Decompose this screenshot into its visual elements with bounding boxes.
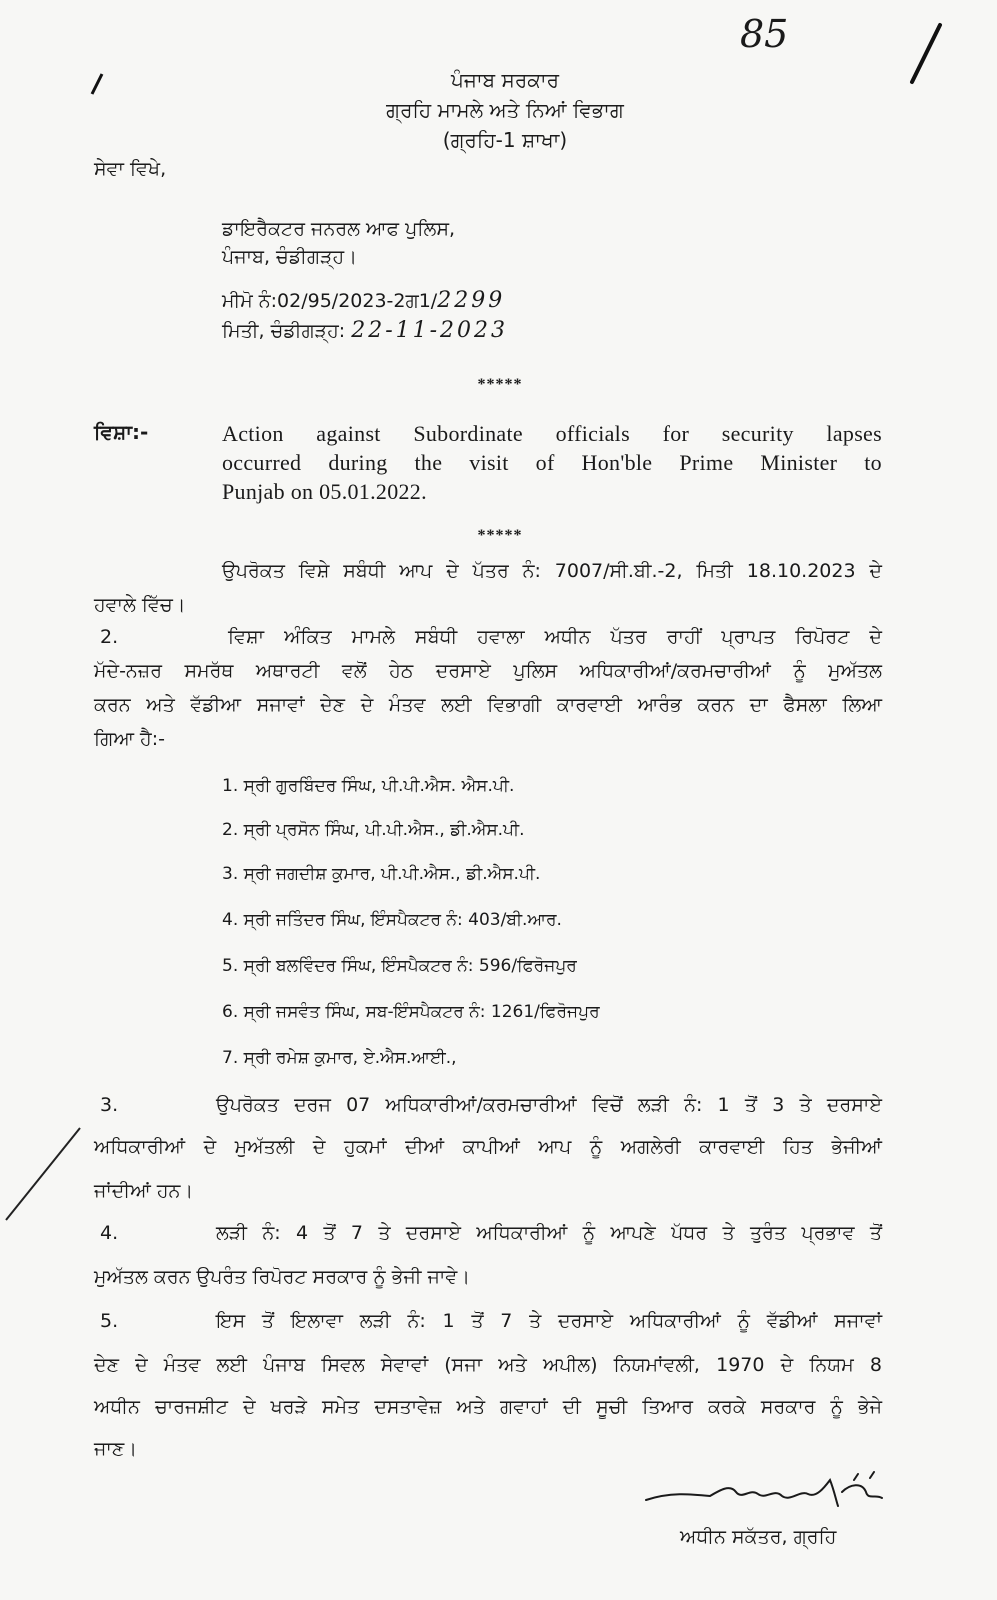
para3-line1: ਉਪਰੋਕਤ ਦਰਜ 07 ਅਧਿਕਾਰੀਆਂ/ਕਰਮਚਾਰੀਆਂ ਵਿਚੋਂ ਲੜੀ ਨੰ: 1 ਤੋਂ 3 ਤੇ ਦਰਸਾਏ: [216, 1094, 882, 1116]
para5-line3: ਅਧੀਨ ਚਾਰਜਸ਼ੀਟ ਦੇ ਖਰੜੇ ਸਮੇਤ ਦਸਤਾਵੇਜ਼ ਅਤੇ ਗਵਾਹਾਂ ਦੀ ਸੂਚੀ ਤਿਆਰ ਕਰਕੇ ਸਰਕਾਰ ਨੂੰ ਭੇਜੇ: [94, 1396, 882, 1418]
official-item-5: 5. ਸ੍ਰੀ ਬਲਵਿੰਦਰ ਸਿੰਘ, ਇੰਸਪੈਕਟਰ ਨੰ: 596/ਫਿਰੋਜਪੁਰ: [222, 956, 577, 976]
para4-line2: ਮੁਅੱਤਲ ਕਰਨ ਉਪਰੰਤ ਰਿਪੋਰਟ ਸਰਕਾਰ ਨੂੰ ਭੇਜੀ ਜਾਵੇ।: [94, 1266, 471, 1288]
header-government: ਪੰਜਾਬ ਸਰਕਾਰ: [451, 68, 559, 92]
handwritten-page-number: 85: [740, 12, 789, 56]
handwritten-slash-mark: [900, 20, 950, 90]
para3-line2: ਅਧਿਕਾਰੀਆਂ ਦੇ ਮੁਅੱਤਲੀ ਦੇ ਹੁਕਮਾਂ ਦੀਆਂ ਕਾਪੀਆਂ ਆਪ ਨੂੰ ਅਗਲੇਰੀ ਕਾਰਵਾਈ ਹਿਤ ਭੇਜੀਆਂ: [94, 1136, 882, 1158]
memo-label: ਮੀਮੋ ਨੰ:02/95/2023-2ਗ1/: [222, 290, 438, 312]
para5-line2: ਦੇਣ ਦੇ ਮੰਤਵ ਲਈ ਪੰਜਾਬ ਸਿਵਲ ਸੇਵਾਵਾਂ (ਸਜਾ ਅਤੇ ਅਪੀਲ) ਨਿਯਮਾਂਵਲੀ, 1970 ਦੇ ਨਿਯਮ 8: [94, 1354, 882, 1376]
para1-line2: ਹਵਾਲੇ ਵਿੱਚ।: [94, 594, 186, 616]
para2-number: 2.: [100, 626, 119, 648]
para3-number: 3.: [100, 1094, 119, 1116]
para3-line3: ਜਾਂਦੀਆਂ ਹਨ।: [94, 1180, 194, 1202]
para2-line3: ਕਰਨ ਅਤੇ ਵੱਡੀਆ ਸਜਾਵਾਂ ਦੇਣ ਦੇ ਮੰਤਵ ਲਈ ਵਿਭਾਗੀ ਕਾਰਵਾਈ ਆਰੰਭ ਕਰਨ ਦਾ ਫੈਸਲਾ ਲਿਆ: [94, 694, 882, 716]
official-item-1: 1. ਸ੍ਰੀ ਗੁਰਬਿੰਦਰ ਸਿੰਘ, ਪੀ.ਪੀ.ਐਸ. ਐਸ.ਪੀ.: [222, 776, 515, 796]
official-item-3: 3. ਸ੍ਰੀ ਜਗਦੀਸ਼ ਕੁਮਾਰ, ਪੀ.ਪੀ.ਐਸ., ਡੀ.ਐਸ.ਪੀ.: [222, 864, 541, 884]
separator-stars: *****: [477, 376, 523, 393]
para4-line1: ਲੜੀ ਨੰ: 4 ਤੋਂ 7 ਤੇ ਦਰਸਾਏ ਅਧਿਕਾਰੀਆਂ ਨੂੰ ਆਪਣੇ ਪੱਧਰ ਤੇ ਤੁਰੰਤ ਪ੍ਰਭਾਵ ਤੋਂ: [216, 1222, 882, 1244]
official-item-6: 6. ਸ੍ਰੀ ਜਸਵੰਤ ਸਿੰਘ, ਸਬ-ਇੰਸਪੈਕਟਰ ਨੰ: 1261/ਫਿਰੋਜਪੁਰ: [222, 1002, 600, 1022]
official-item-7: 7. ਸ੍ਰੀ ਰਮੇਸ਼ ਕੁਮਾਰ, ਏ.ਐਸ.ਆਈ.,: [222, 1048, 457, 1068]
subject-line3: Punjab on 05.01.2022.: [222, 479, 427, 504]
para2-line4: ਗਿਆ ਹੈ:-: [94, 728, 165, 750]
official-item-2: 2. ਸ੍ਰੀ ਪ੍ਰਸੋਨ ਸਿੰਘ, ਪੀ.ਪੀ.ਐਸ., ਡੀ.ਐਸ.ਪੀ.: [222, 820, 525, 840]
memo-date-label: ਮਿਤੀ, ਚੰਡੀਗੜ੍ਹ:: [222, 320, 346, 342]
memo-date: [222, 318, 508, 344]
ink-mark: [86, 70, 108, 100]
subject-label: ਵਿਸ਼ਾ:-: [94, 420, 149, 444]
subject-line2: occurred during the visit of Hon'ble Prime Minister to: [222, 450, 882, 475]
para5-line4: ਜਾਣ।: [94, 1438, 138, 1460]
header-department: ਗ੍ਰਹਿ ਮਾਮਲੇ ਅਤੇ ਨਿਆਂ ਵਿਭਾਗ: [386, 98, 624, 122]
pen-stroke-mark: [0, 1120, 90, 1230]
para5-line1: ਇਸ ਤੋਂ ਇਲਾਵਾ ਲੜੀ ਨੰ: 1 ਤੋਂ 7 ਤੇ ਦਰਸਾਏ ਅਧਿਕਾਰੀਆਂ ਨੂੰ ਵੱਡੀਆਂ ਸਜਾਵਾਂ: [216, 1310, 882, 1332]
subject-line1: Action against Subordinate officials for security lapses: [222, 421, 882, 446]
para2-line1: ਵਿਸ਼ਾ ਅੰਕਿਤ ਮਾਮਲੇ ਸਬੰਧੀ ਹਵਾਲਾ ਅਧੀਨ ਪੱਤਰ ਰਾਹੀਂ ਪ੍ਰਾਪਤ ਰਿਪੋਰਟ ਦੇ: [228, 626, 882, 648]
para5-number: 5.: [100, 1310, 119, 1332]
para2-line2: ਮੱਦੇ-ਨਜ਼ਰ ਸਮਰੱਥ ਅਥਾਰਟੀ ਵਲੋਂ ਹੇਠ ਦਰਸਾਏ ਪੁਲਿਸ ਅਧਿਕਾਰੀਆਂ/ਕਰਮਚਾਰੀਆਂ ਨੂੰ ਮੁਅੱਤਲ: [94, 660, 882, 682]
handwritten-date: 22-11-2023: [351, 318, 509, 343]
handwritten-file-number: 2299: [437, 288, 506, 313]
para1-line1: ਉਪਰੋਕਤ ਵਿਸ਼ੇ ਸਬੰਧੀ ਆਪ ਦੇ ਪੱਤਰ ਨੰ: 7007/ਸੀ.ਬੀ.-2, ਮਿਤੀ 18.10.2023 ਦੇ: [222, 560, 882, 582]
separator-stars-2: *****: [477, 527, 523, 544]
handwritten-signature: [640, 1470, 900, 1530]
signatory-title: ਅਧੀਨ ਸਕੱਤਰ, ਗ੍ਰਹਿ: [680, 1526, 837, 1548]
memo-number: [222, 288, 505, 314]
addressee-line2: ਪੰਜਾਬ, ਚੰਡੀਗੜ੍ਹ।: [222, 246, 358, 268]
para4-number: 4.: [100, 1222, 119, 1244]
addressee-line1: ਡਾਇਰੈਕਟਰ ਜਨਰਲ ਆਫ ਪੁਲਿਸ,: [222, 218, 456, 240]
official-item-4: 4. ਸ੍ਰੀ ਜਤਿੰਦਰ ਸਿੰਘ, ਇੰਸਪੈਕਟਰ ਨੰ: 403/ਬੀ.ਆਰ.: [222, 910, 562, 930]
header-branch: (ਗ੍ਰਹਿ-1 ਸ਼ਾਖਾ): [442, 128, 568, 152]
salutation: ਸੇਵਾ ਵਿਖੇ,: [94, 158, 167, 180]
